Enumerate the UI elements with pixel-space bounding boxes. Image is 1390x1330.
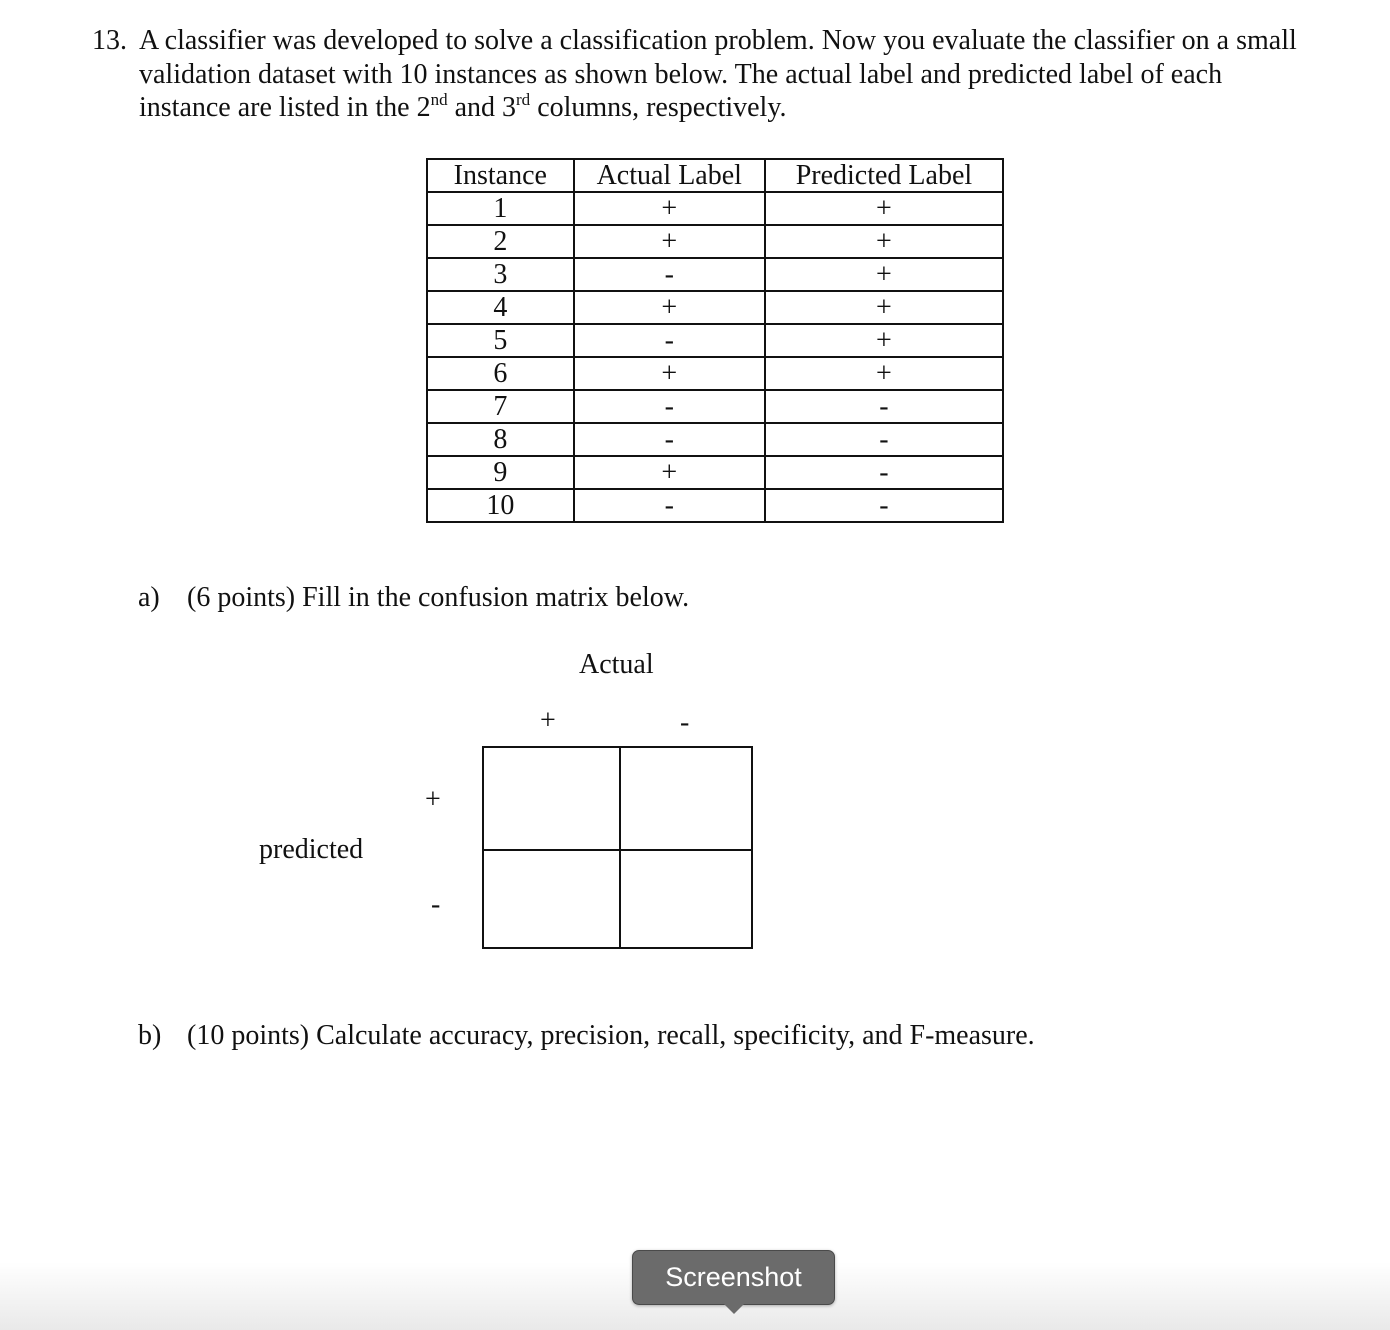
- cell-predicted: +: [765, 357, 1003, 390]
- table-row: [427, 258, 1003, 291]
- part-a-text: (6 points) Fill in the confusion matrix below.: [187, 582, 690, 613]
- table-row: [427, 357, 1003, 390]
- question-mid: and: [447, 92, 503, 123]
- cell-instance: 5: [427, 324, 574, 357]
- question-end: columns, respectively.: [530, 92, 787, 123]
- cell-predicted: +: [765, 324, 1003, 357]
- ordinal-2nd-number: 2: [416, 92, 431, 123]
- cell-actual: -: [574, 390, 765, 423]
- matrix-col-minus: -: [680, 707, 690, 738]
- cell-actual: -: [574, 489, 765, 522]
- matrix-cell-pred-minus-actual-minus: [620, 850, 752, 948]
- question-intro: A classifier was developed to solve a classification problem. Now you evaluate the classifier on a small validation dataset with 10 instances as shown below. The actual label and predicted label of each instance are listed in the: [139, 25, 1297, 123]
- table-row: [427, 423, 1003, 456]
- matrix-cell-pred-plus-actual-minus: [620, 747, 752, 850]
- screenshot-tooltip[interactable]: Screenshot: [632, 1250, 835, 1305]
- cell-instance: 1: [427, 192, 574, 225]
- header-predicted-label: Predicted Label: [765, 159, 1003, 192]
- cell-actual: +: [574, 225, 765, 258]
- cell-instance: 2: [427, 225, 574, 258]
- cell-instance: 8: [427, 423, 574, 456]
- header-actual-label: Actual Label: [574, 159, 765, 192]
- matrix-cell-pred-minus-actual-plus: [483, 850, 620, 948]
- part-a: [138, 581, 689, 615]
- table-row: [427, 225, 1003, 258]
- table-row: [427, 324, 1003, 357]
- cell-predicted: +: [765, 291, 1003, 324]
- part-b-text: (10 points) Calculate accuracy, precision, recall, specificity, and F-measure.: [187, 1020, 1035, 1051]
- cell-instance: 10: [427, 489, 574, 522]
- matrix-actual-label: Actual: [579, 649, 654, 680]
- cell-predicted: -: [765, 390, 1003, 423]
- cell-actual: +: [574, 291, 765, 324]
- matrix-cell-pred-plus-actual-plus: [483, 747, 620, 850]
- cell-predicted: -: [765, 423, 1003, 456]
- instance-label-table: [426, 158, 1004, 523]
- ordinal-2nd-suffix: nd: [430, 90, 448, 109]
- table-row: [427, 291, 1003, 324]
- part-b-label: b): [138, 1020, 162, 1051]
- cell-instance: 7: [427, 390, 574, 423]
- ordinal-3rd-suffix: rd: [516, 90, 531, 109]
- cell-actual: -: [574, 258, 765, 291]
- tooltip-pointer: [722, 1302, 746, 1314]
- header-instance: Instance: [427, 159, 574, 192]
- cell-instance: 9: [427, 456, 574, 489]
- part-a-label: a): [138, 582, 160, 613]
- table-row: [427, 192, 1003, 225]
- part-b: [138, 1019, 1035, 1053]
- ordinal-2nd: [417, 92, 448, 123]
- matrix-predicted-label: predicted: [259, 834, 364, 865]
- cell-actual: +: [574, 456, 765, 489]
- cell-instance: 3: [427, 258, 574, 291]
- cell-actual: -: [574, 324, 765, 357]
- table-row: [427, 489, 1003, 522]
- matrix-col-plus: +: [540, 705, 556, 736]
- question-text: [139, 24, 1309, 125]
- cell-instance: 6: [427, 357, 574, 390]
- cell-predicted: +: [765, 258, 1003, 291]
- table-header-row: [427, 159, 1003, 192]
- cell-predicted: -: [765, 456, 1003, 489]
- table-row: [427, 456, 1003, 489]
- cell-instance: 4: [427, 291, 574, 324]
- matrix-row-minus: -: [431, 889, 441, 920]
- cell-predicted: +: [765, 225, 1003, 258]
- question-number: 13.: [92, 25, 127, 56]
- cell-predicted: +: [765, 192, 1003, 225]
- confusion-matrix: [482, 746, 753, 949]
- cell-actual: +: [574, 357, 765, 390]
- cell-actual: -: [574, 423, 765, 456]
- matrix-row-plus: +: [425, 784, 441, 815]
- cell-actual: +: [574, 192, 765, 225]
- ordinal-3rd-number: 3: [502, 92, 517, 123]
- cell-predicted: -: [765, 489, 1003, 522]
- ordinal-3rd: [502, 92, 530, 123]
- table-row: [427, 390, 1003, 423]
